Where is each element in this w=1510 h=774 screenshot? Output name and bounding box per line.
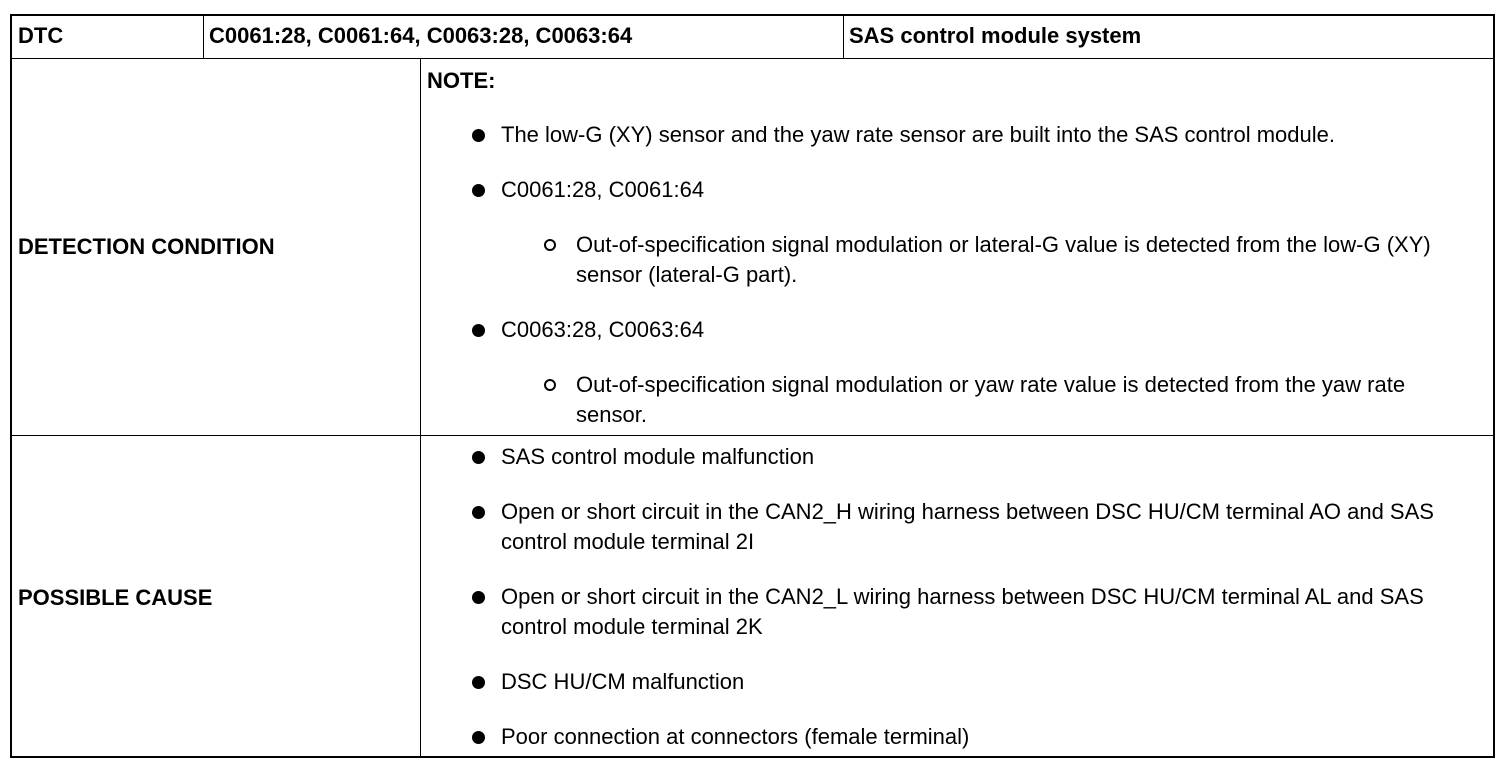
list-item-text: Open or short circuit in the CAN2_L wiring harness between DSC HU/CM terminal AL and SAS control module terminal 2K [501,584,1424,639]
section-divider [10,435,1495,436]
bullet-icon [472,129,485,142]
dtc-codes: C0061:28, C0061:64, C0063:28, C0063:64 [209,23,633,48]
header-col-divider-2 [843,14,844,58]
list-item-text: DSC HU/CM malfunction [501,669,745,694]
list-item-text: Open or short circuit in the CAN2_H wiring harness between DSC HU/CM terminal AO and SAS control module terminal 2I [501,499,1434,554]
list-item-text: SAS control module malfunction [501,444,815,469]
bullet-icon [472,184,485,197]
hollow-bullet-icon [544,379,556,391]
detection-condition-label: DETECTION CONDITION [18,234,275,259]
bullet-icon [472,731,485,744]
sub-list-item-text: Out-of-specification signal modulation or lateral-G value is detected from the low-G (XY) sensor (lateral-G part). [576,232,1431,287]
bullet-icon [472,324,485,337]
list-item-text: C0063:28, C0063:64 [501,317,705,342]
header-row-divider [10,58,1495,59]
bullet-icon [472,676,485,689]
bullet-icon [472,451,485,464]
header-col-divider-1 [203,14,204,58]
possible-cause-label: POSSIBLE CAUSE [18,585,213,610]
sub-list-item-text: Out-of-specification signal modulation or yaw rate value is detected from the yaw rate sensor. [576,372,1406,427]
list-item-text: C0061:28, C0061:64 [501,177,705,202]
note-heading: NOTE: [427,68,496,93]
bullet-icon [472,506,485,519]
list-item-text: The low-G (XY) sensor and the yaw rate sensor are built into the SAS control module. [501,122,1335,147]
system-name: SAS control module system [849,23,1142,48]
bullet-icon [472,591,485,604]
list-item-text: Poor connection at connectors (female terminal) [501,724,970,749]
hollow-bullet-icon [544,239,556,251]
label-col-divider [420,58,421,758]
dtc-header-label: DTC [18,23,64,48]
